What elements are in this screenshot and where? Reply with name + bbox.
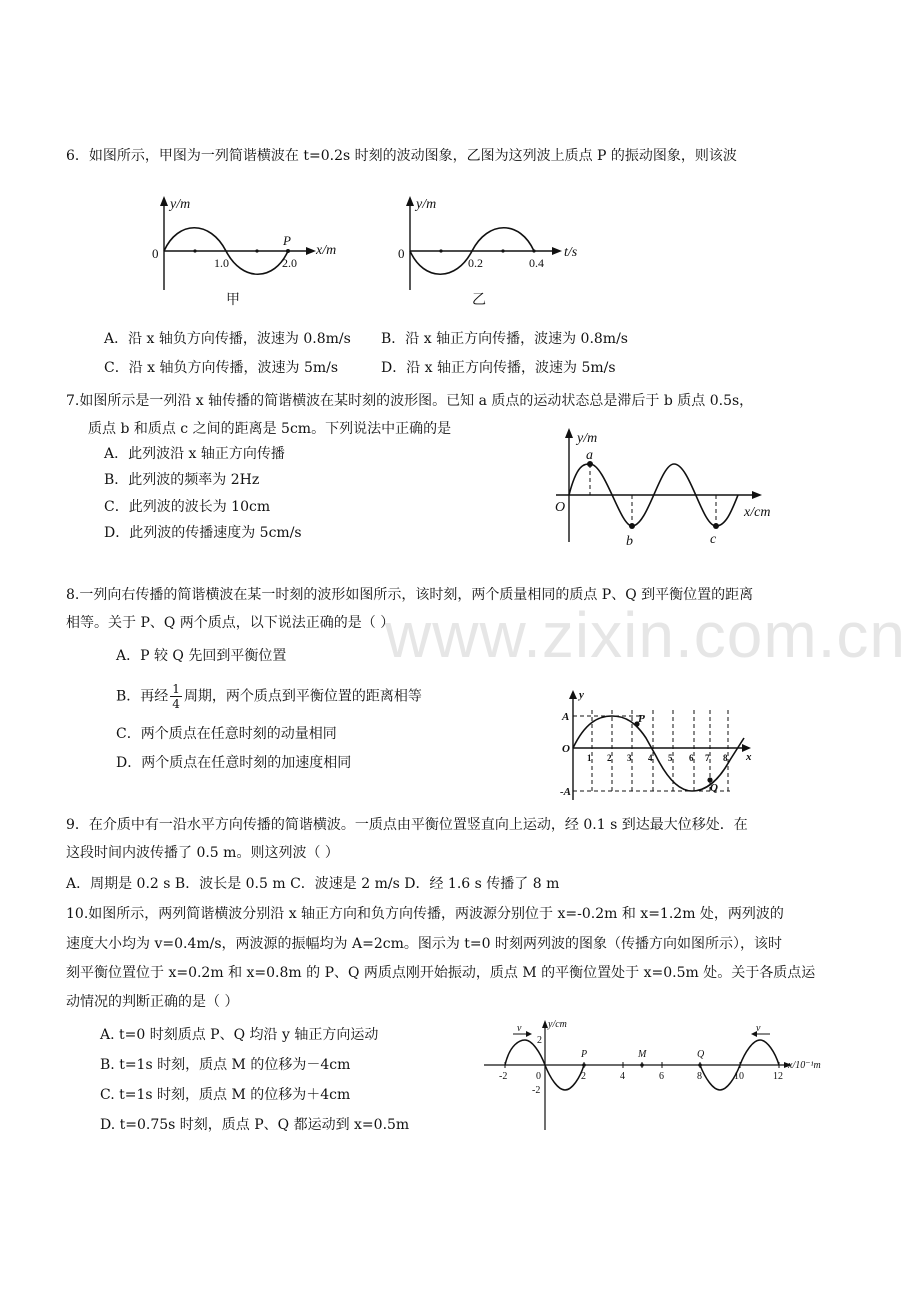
q6a-dot (255, 249, 258, 252)
q7-point-b (629, 523, 635, 529)
q7-xlabel: x/cm (744, 505, 771, 520)
q10-point-m (640, 1063, 644, 1067)
q7-c-label: c (710, 532, 717, 547)
q7-point-c (713, 523, 719, 529)
q8-option-b-fraction (170, 682, 182, 711)
q6b-ylabel: y/m (416, 197, 437, 212)
q10-option-c: C. t=1s 时刻，质点 M 的位移为＋4cm (100, 1087, 351, 1103)
q6b-caption: 乙 (472, 293, 486, 308)
q6a-p-label: P (283, 233, 291, 248)
q10-option-a: A. t=0 时刻质点 P、Q 均沿 y 轴正方向运动 (100, 1027, 379, 1043)
q8-p-label: P (638, 713, 645, 725)
q8-tick: 2 (607, 753, 612, 763)
q8-x-label: x (746, 751, 752, 763)
q6-figure-a (150, 192, 350, 312)
q7-option-d: D．此列波的传播速度为 5cm/s (104, 525, 302, 541)
q8-tick: 5 (668, 753, 673, 763)
q10-tick-label: 2 (581, 1071, 586, 1082)
q10-figure (480, 1012, 835, 1132)
q8-o-label: O (562, 743, 570, 755)
q8-fraction-denominator: 4 (172, 697, 180, 711)
q7-option-c: C．此列波的波长为 10cm (104, 499, 271, 515)
q9-stem-line1: 9．在介质中有一沿水平方向传播的简谐横波。一质点由平衡位置竖直向上运动，经 0.1 s 到达最大位移处．在 (66, 817, 748, 833)
q6b-tick1: 0.2 (468, 256, 483, 270)
q7-b-label: b (626, 534, 633, 549)
q10-p-label: P (581, 1049, 588, 1060)
q10-tick-label: 4 (620, 1071, 625, 1082)
q6a-xlabel: x/m (316, 243, 337, 258)
q6b-dot (501, 249, 504, 252)
q8-tick: 6 (689, 753, 694, 763)
q8-nega-label: -A (560, 786, 571, 798)
q8-a-label: A (562, 711, 570, 723)
q7-stem-line2: 质点 b 和质点 c 之间的距离是 5cm。下列说法中正确的是 (88, 421, 452, 437)
q10-tick-label: 12 (773, 1071, 783, 1082)
q8-y-label: y (579, 689, 584, 701)
q7-figure (550, 424, 790, 554)
q6a-y-arrow (160, 196, 168, 206)
q7-x-arrow (752, 491, 762, 499)
q8-stem-line1: 8.一列向右传播的简谐横波在某一时刻的波形如图所示，该时刻，两个质量相同的质点 P、Q 到平衡位置的距离 (66, 587, 754, 603)
q6b-x-arrow (552, 247, 562, 255)
q8-option-b (116, 682, 422, 711)
q6-option-a: A．沿 x 轴负方向传播，波速为 0.8m/s (104, 331, 351, 347)
q8-tick: 7 (705, 753, 710, 763)
q7-a-label: a (586, 448, 593, 463)
q6a-ylabel: y/m (170, 197, 191, 212)
q7-origin: O (555, 500, 566, 515)
q6b-origin: 0 (398, 246, 405, 261)
q10-stem-line1: 10.如图所示，两列简谐横波分别沿 x 轴正方向和负方向传播，两波源分别位于 x=-0.2m 和 x=1.2m 处，两列波的 (66, 906, 784, 922)
q10-m-label: M (638, 1049, 647, 1060)
q6a-origin: 0 (152, 246, 159, 261)
q6a-tick2: 2.0 (282, 256, 297, 270)
q10-point-q (698, 1063, 702, 1067)
q6-option-c: C．沿 x 轴负方向传播，波速为 5m/s (104, 360, 339, 376)
q10-v-right: v (756, 1023, 761, 1034)
q6a-x-arrow (306, 247, 316, 255)
q8-tick: 3 (627, 753, 632, 763)
q7-stem-line1: 7.如图所示是一列沿 x 轴传播的简谐横波在某时刻的波形图。已知 a 质点的运动状态总是滞后于 b 质点 0.5s， (66, 393, 754, 409)
q10-stem-line2: 速度大小均为 v=0.4m/s，两波源的振幅均为 A=2cm。图示为 t=0 时刻两列波的图象（传播方向如图所示），该时 (66, 936, 783, 952)
q8-fraction-numerator: 1 (172, 682, 180, 696)
q10-origin: 0 (536, 1071, 541, 1082)
q10-v-left: v (517, 1023, 522, 1034)
q6a-dot (193, 249, 196, 252)
q10-stem-line4: 动情况的判断正确的是（ ） (66, 994, 239, 1010)
q8-q-label: Q (710, 782, 718, 794)
q10-tick-label: 10 (734, 1071, 744, 1082)
q9-stem-line2: 这段时间内波传播了 0.5 m。则这列波（ ） (66, 845, 339, 861)
q8-option-a: A．P 较 Q 先回到平衡位置 (116, 648, 287, 664)
q8-tick: 4 (648, 753, 653, 763)
q10-ylabel: y/cm (548, 1019, 567, 1030)
q6b-dot (532, 249, 535, 252)
q8-y-arrow (569, 690, 577, 699)
q6-figure-b (396, 192, 596, 312)
q8-tick: 1 (587, 753, 592, 763)
q10-xlabel: x/10⁻¹m (788, 1060, 821, 1071)
q10-tick-label: 6 (659, 1071, 664, 1082)
q10-option-b: B. t=1s 时刻，质点 M 的位移为－4cm (100, 1057, 351, 1073)
q6-stem: 6．如图所示，甲图为一列简谐横波在 t=0.2s 时刻的波动图象，乙图为这列波上质点 P 的振动图象，则该波 (66, 148, 737, 164)
q6-option-b: B．沿 x 轴正方向传播，波速为 0.8m/s (381, 331, 628, 347)
q10-y-neg: -2 (532, 1085, 541, 1096)
q8-option-d: D．两个质点在任意时刻的加速度相同 (116, 755, 352, 771)
watermark: www.zixin.com.cn (385, 599, 906, 671)
q8-figure (560, 688, 760, 803)
q8-vertical-dashes (592, 710, 728, 794)
q7-option-b: B．此列波的频率为 2Hz (104, 472, 260, 488)
q10-arrow-left-head (526, 1031, 532, 1037)
q10-point-p (582, 1063, 586, 1067)
q6a-caption: 甲 (226, 293, 240, 308)
q10-tick-label: -2 (499, 1071, 508, 1082)
q8-option-b-suffix: 周期，两个质点到平衡位置的距离相等 (183, 688, 422, 705)
q6b-xlabel: t/s (564, 245, 578, 260)
q10-tick-label: 8 (697, 1071, 702, 1082)
q8-option-c: C．两个质点在任意时刻的动量相同 (116, 726, 337, 742)
q10-y-pos: 2 (537, 1035, 542, 1046)
q7-ylabel: y/m (577, 431, 598, 446)
q10-option-d: D. t=0.75s 时刻，质点 P、Q 都运动到 x=0.5m (100, 1117, 410, 1133)
q8-stem-line2: 相等。关于 P、Q 两个质点，以下说法正确的是（ ） (66, 615, 395, 631)
q8-option-b-prefix: B．再经 (116, 688, 169, 705)
q9-options: A．周期是 0.2 s B．波长是 0.5 m C．波速是 2 m/s D．经 1.6 s 传播了 8 m (66, 876, 560, 892)
q6b-dot (439, 249, 442, 252)
q8-tick: 8 (723, 753, 728, 763)
q6-option-d: D．沿 x 轴正方向传播，波速为 5m/s (381, 360, 616, 376)
q6b-y-arrow (406, 196, 414, 206)
q10-stem-line3: 刻平衡位置位于 x=0.2m 和 x=0.8m 的 P、Q 两质点刚开始振动，质点 M 的平衡位置处于 x=0.5m 处。关于各质点运 (66, 965, 816, 981)
q6b-tick2: 0.4 (529, 256, 544, 270)
q6a-tick1: 1.0 (214, 256, 229, 270)
q6a-point-p (286, 249, 290, 253)
q7-option-a: A．此列波沿 x 轴正方向传播 (104, 446, 285, 462)
q8-wave (573, 716, 744, 791)
q10-q-label: Q (697, 1049, 705, 1060)
q7-y-arrow (565, 428, 573, 438)
